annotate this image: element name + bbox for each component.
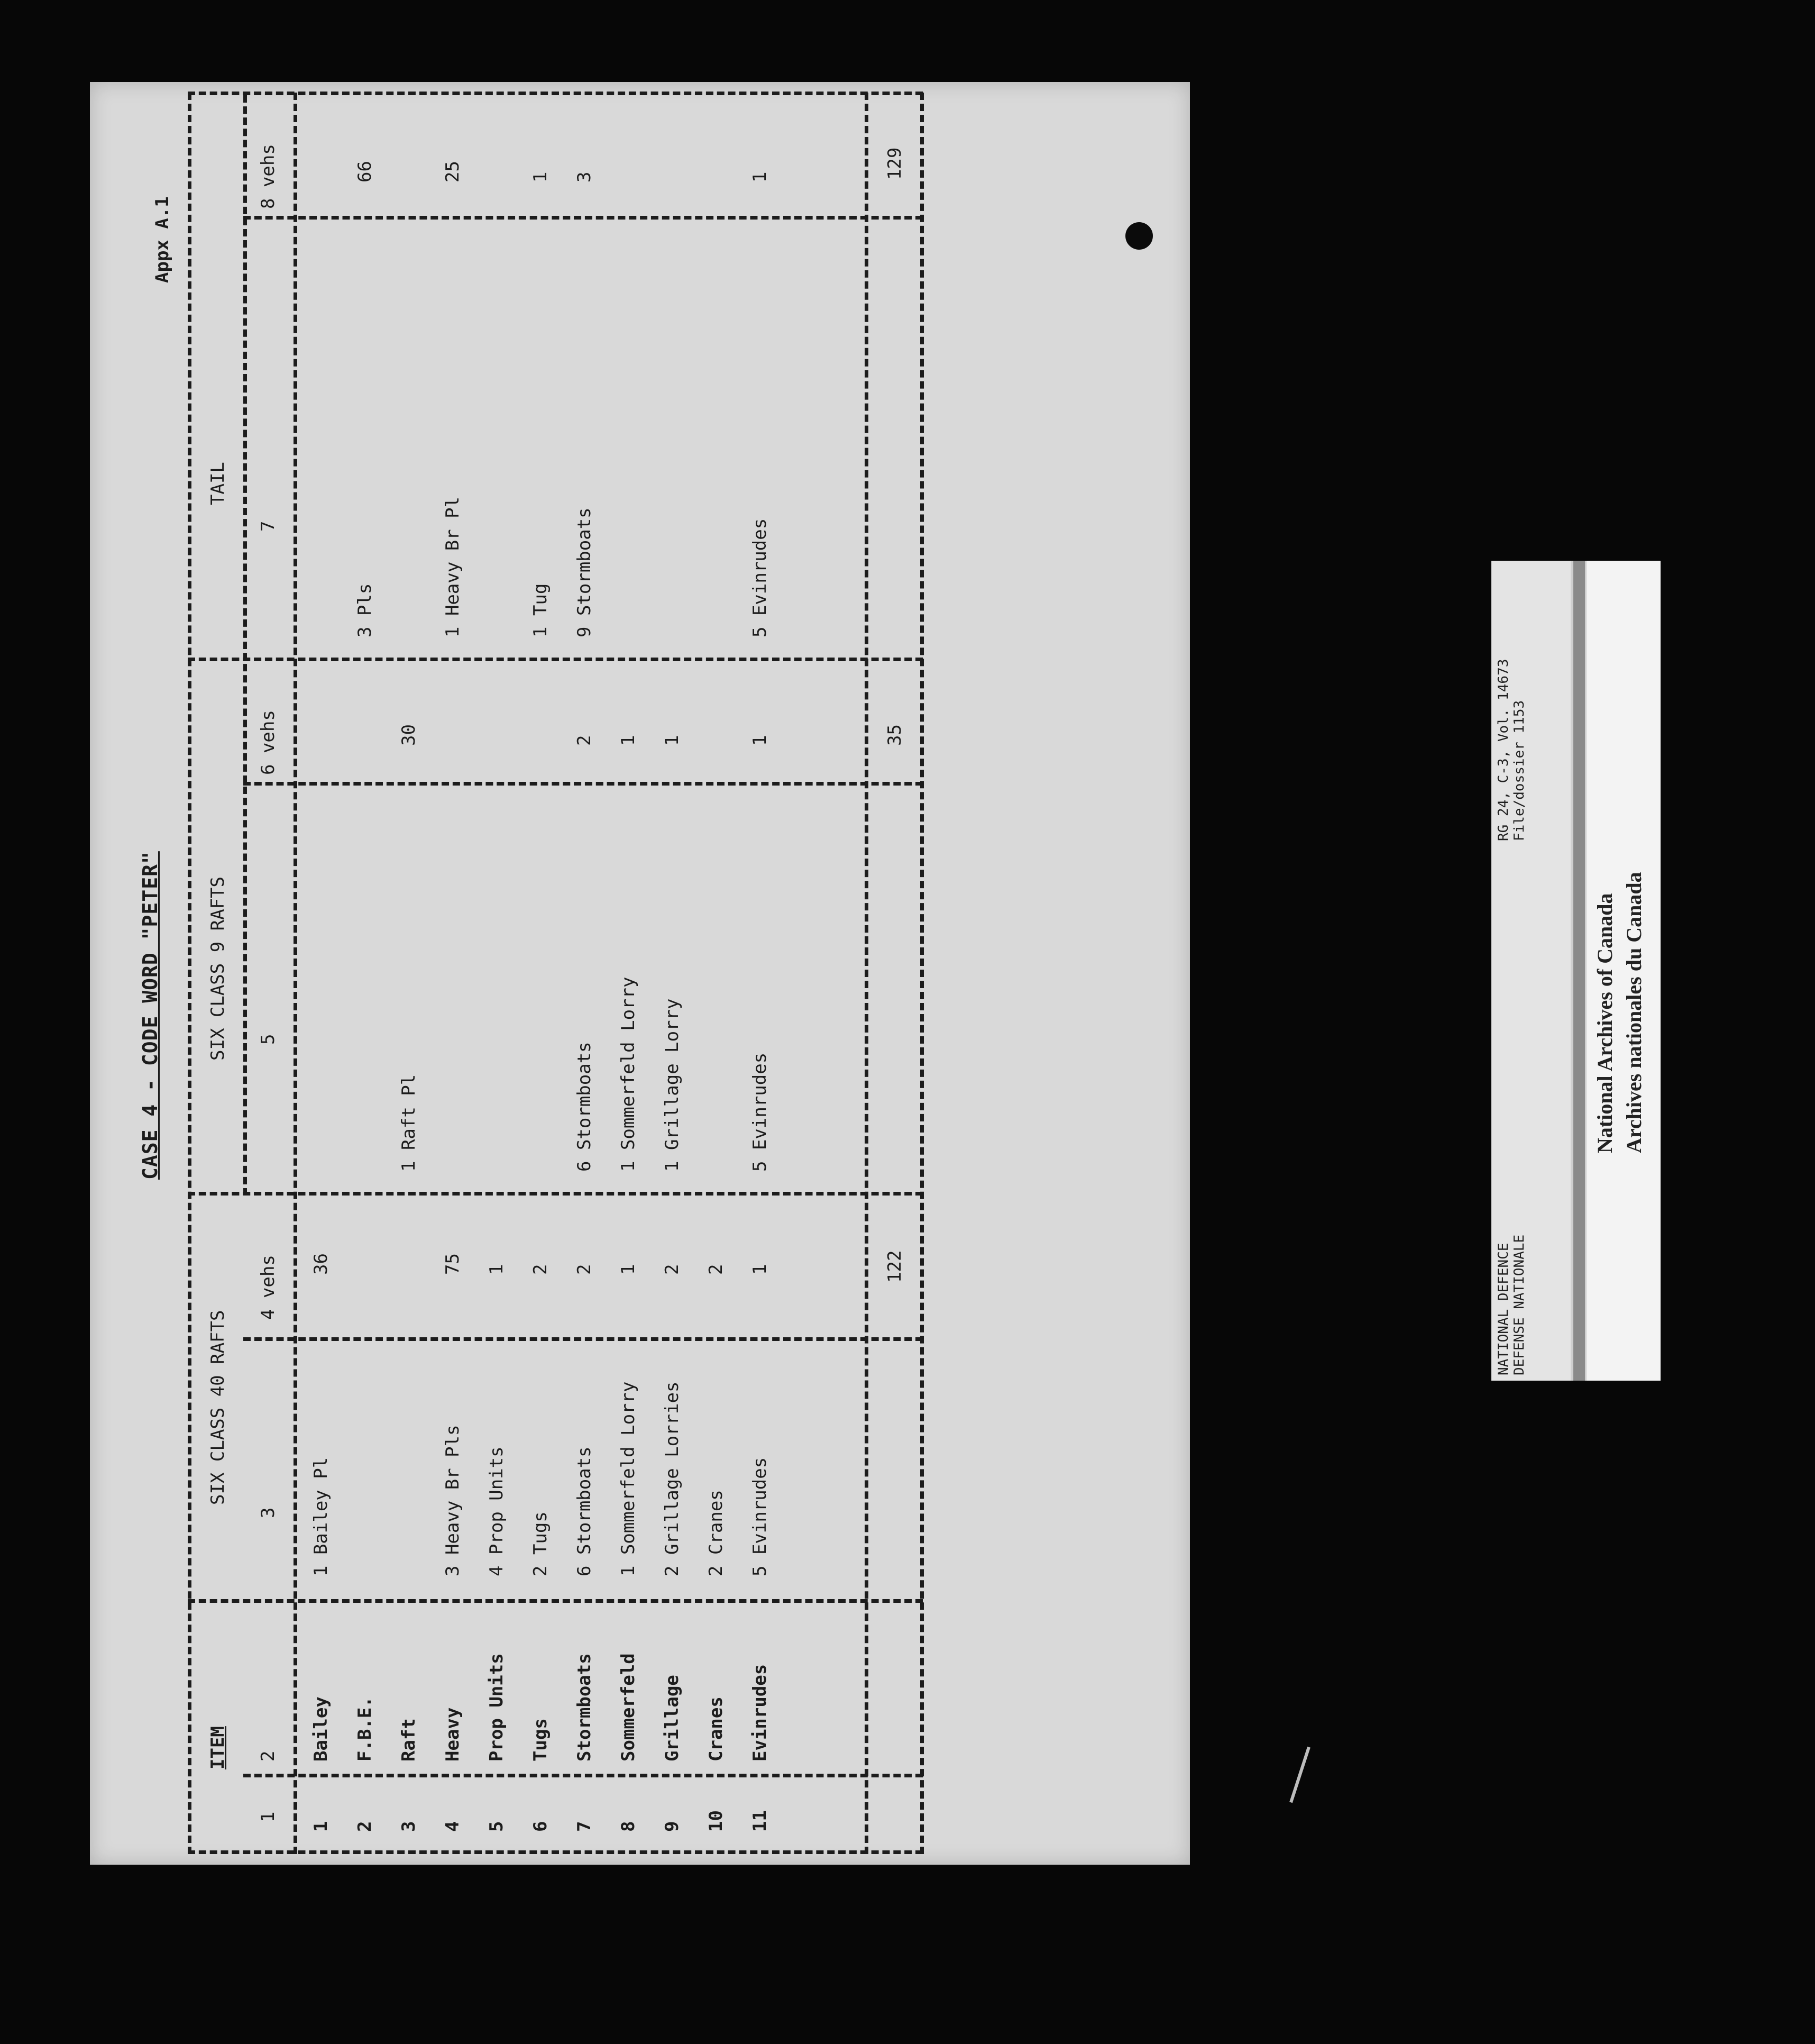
row-col-5: 1 Sommerfeld Lorry (618, 977, 639, 1172)
header-item: ITEM (207, 1726, 228, 1769)
row-col-3: 1 Bailey Pl (310, 1457, 332, 1576)
film-scratch (1289, 1747, 1310, 1803)
total-col-4: 122 (884, 1250, 905, 1283)
row-col-6: 2 (574, 735, 595, 746)
row-col-5: 1 Raft Pl (398, 1074, 419, 1172)
row-item: Stormboats (574, 1653, 595, 1762)
row-item: Grillage (662, 1675, 683, 1762)
row-number: 3 (398, 1821, 419, 1832)
row-number: 10 (705, 1810, 727, 1832)
row-col-4: 36 (310, 1253, 332, 1275)
row-col-8: 3 (574, 171, 595, 182)
label-defense-nationale: DEFENSE NATIONALE (1511, 1234, 1527, 1375)
label-reference: RG 24, C-3, Vol. 14673 (1496, 659, 1511, 841)
col-rule-8 (188, 92, 923, 95)
row-item: F.B.E. (354, 1696, 375, 1762)
row-col-8: 1 (749, 171, 771, 182)
header-col-7: 7 (258, 521, 279, 532)
row-col-7: 3 Pls (354, 583, 375, 637)
document-content (90, 82, 1190, 1865)
row-number: 4 (442, 1821, 463, 1832)
header-tail: TAIL (207, 462, 228, 505)
header-col-2: 2 (258, 1750, 279, 1762)
row-item: Prop Units (486, 1653, 507, 1762)
header-six-class-9: SIX CLASS 9 RAFTS (207, 877, 228, 1061)
header-col-6: 6 vehs (258, 710, 279, 775)
subheader-rule (243, 95, 247, 1196)
row-col-7: 1 Tug (530, 583, 551, 637)
row-number: 9 (662, 1821, 683, 1832)
document-title: CASE 4 - CODE WORD "PETER" (139, 851, 162, 1180)
label-national-defence: NATIONAL DEFENCE (1496, 1243, 1511, 1375)
col-rule-4 (188, 1192, 923, 1196)
col-rule-7 (243, 216, 923, 220)
row-item: Raft (398, 1718, 419, 1762)
row-col-3: 5 Evinrudes (749, 1457, 771, 1576)
total-col-8: 129 (884, 147, 905, 180)
col-rule-3 (243, 1337, 923, 1341)
row-col-3: 4 Prop Units (486, 1446, 507, 1576)
row-col-3: 2 Grillage Lorries (662, 1381, 683, 1576)
row-col-4: 2 (662, 1264, 683, 1275)
header-col-8: 8 vehs (258, 144, 279, 209)
row-col-6: 1 (662, 735, 683, 746)
row-col-8: 66 (354, 161, 375, 182)
col-rule-5 (243, 782, 923, 786)
archive-label (1491, 561, 1661, 1381)
row-number: 11 (749, 1810, 771, 1832)
row-col-5: 1 Grillage Lorry (662, 998, 683, 1172)
row-col-3: 6 Stormboats (574, 1446, 595, 1576)
table-bottom-rule (920, 93, 924, 1854)
row-col-4: 2 (574, 1264, 595, 1275)
label-archives-fr: Archives nationales du Canada (1622, 872, 1646, 1153)
header-col-1: 1 (258, 1811, 279, 1822)
row-item: Sommerfeld (618, 1653, 639, 1762)
row-number: 8 (618, 1821, 639, 1832)
row-col-3: 2 Tugs (530, 1511, 551, 1576)
row-col-4: 1 (486, 1264, 507, 1275)
row-col-7: 9 Stormboats (574, 507, 595, 637)
row-number: 2 (354, 1821, 375, 1832)
header-six-class-40: SIX CLASS 40 RAFTS (207, 1310, 228, 1505)
row-item: Bailey (310, 1696, 332, 1762)
row-col-8: 25 (442, 161, 463, 182)
row-col-4: 2 (530, 1264, 551, 1275)
row-col-6: 1 (749, 735, 771, 746)
label-file: File/dossier 1153 (1511, 700, 1527, 841)
row-col-8: 1 (530, 171, 551, 182)
col-rule-2 (188, 1599, 923, 1603)
row-item: Evinrudes (749, 1664, 771, 1762)
document-sheet (90, 82, 1190, 1865)
row-col-3: 3 Heavy Br Pls (442, 1425, 463, 1576)
row-col-6: 1 (618, 735, 639, 746)
row-col-5: 6 Stormboats (574, 1042, 595, 1172)
table-top-rule (188, 93, 191, 1854)
label-archives-en: National Archives of Canada (1593, 893, 1617, 1153)
row-col-3: 2 Cranes (705, 1490, 727, 1576)
row-col-4: 1 (618, 1264, 639, 1275)
row-col-5: 5 Evinrudes (749, 1052, 771, 1172)
col-rule-1 (243, 1774, 923, 1777)
row-number: 6 (530, 1821, 551, 1832)
appendix-label: Appx A.1 (152, 196, 173, 283)
row-col-3: 1 Sommerfeld Lorry (618, 1381, 639, 1576)
row-col-7: 5 Evinrudes (749, 518, 771, 637)
row-item: Tugs (530, 1718, 551, 1762)
totals-top-rule (865, 93, 868, 1854)
header-bottom-rule (294, 93, 297, 1854)
col-rule-0 (188, 1850, 923, 1854)
row-item: Heavy (442, 1707, 463, 1762)
total-col-6: 35 (884, 724, 905, 746)
header-col-4: 4 vehs (258, 1255, 279, 1320)
row-item: Cranes (705, 1696, 727, 1762)
header-col-3: 3 (258, 1507, 279, 1518)
row-col-4: 2 (705, 1264, 727, 1275)
row-number: 7 (574, 1821, 595, 1832)
row-col-7: 1 Heavy Br Pl (442, 496, 463, 637)
punch-hole (1125, 222, 1153, 250)
col-rule-6 (188, 658, 923, 661)
row-col-6: 30 (398, 724, 419, 746)
header-col-5: 5 (258, 1034, 279, 1045)
row-number: 5 (486, 1821, 507, 1832)
row-number: 1 (310, 1821, 332, 1832)
row-col-4: 75 (442, 1253, 463, 1275)
row-col-4: 1 (749, 1264, 771, 1275)
